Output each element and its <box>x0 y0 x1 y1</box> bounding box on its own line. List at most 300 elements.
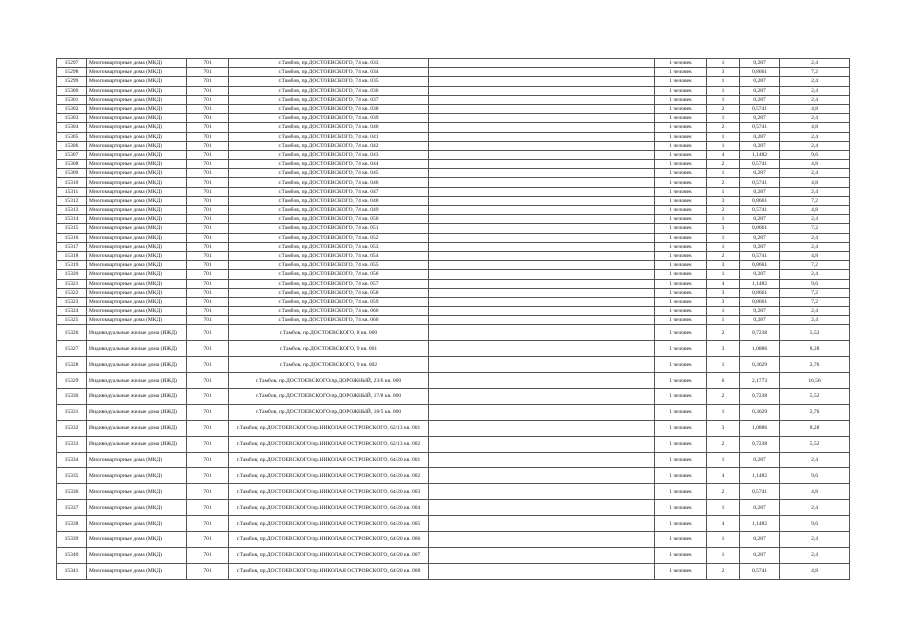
table-row <box>57 279 850 288</box>
cell-count: 3 <box>707 288 740 297</box>
cell-count: 3 <box>707 297 740 306</box>
table-row <box>57 468 850 484</box>
cell-id: 15323 <box>57 297 87 306</box>
cell-count: 6 <box>707 373 740 389</box>
cell-code: 701 <box>187 95 229 104</box>
cell-building-type: Многоквартирные дома (МКД) <box>87 242 187 251</box>
cell-unit: 1 человек <box>655 341 707 357</box>
cell-id: 15301 <box>57 95 87 104</box>
cell-total: 2,4 <box>780 141 850 150</box>
cell-total: 4,8 <box>780 206 850 215</box>
cell-building-type: Многоквартирные дома (МКД) <box>87 288 187 297</box>
cell-total: 2,76 <box>780 404 850 420</box>
cell-address: г.Тамбов, пр.ДОСТОЕВСКОГО, 74 кв. 038 <box>229 104 429 113</box>
cell-code: 701 <box>187 316 229 325</box>
cell-code: 701 <box>187 86 229 95</box>
cell-id: 15326 <box>57 325 87 341</box>
cell-unit: 1 человек <box>655 389 707 405</box>
cell-address: г.Тамбов, пр.ДОСТОЕВСКОГО/пр.ДОРОЖНЫЙ, 23/6 кв. 000 <box>229 373 429 389</box>
cell-empty <box>429 224 655 233</box>
cell-id: 15302 <box>57 104 87 113</box>
cell-id: 15339 <box>57 532 87 548</box>
cell-id: 15304 <box>57 123 87 132</box>
table-body <box>57 59 850 580</box>
cell-total: 8,28 <box>780 420 850 436</box>
cell-unit: 1 человек <box>655 297 707 306</box>
cell-volume: 0,287 <box>740 169 780 178</box>
cell-address: г.Тамбов, пр.ДОСТОЕВСКОГО, 74 кв. 056 <box>229 270 429 279</box>
cell-code: 701 <box>187 215 229 224</box>
cell-address: г.Тамбов, пр.ДОСТОЕВСКОГО, 8 кв. 000 <box>229 325 429 341</box>
cell-count: 2 <box>707 484 740 500</box>
cell-total: 2,4 <box>780 95 850 104</box>
cell-volume: 0,287 <box>740 547 780 563</box>
cell-unit: 1 человек <box>655 141 707 150</box>
table-row <box>57 288 850 297</box>
cell-count: 1 <box>707 307 740 316</box>
table-row <box>57 404 850 420</box>
cell-building-type: Многоквартирные дома (МКД) <box>87 261 187 270</box>
cell-unit: 1 человек <box>655 532 707 548</box>
cell-id: 15306 <box>57 141 87 150</box>
cell-building-type: Многоквартирные дома (МКД) <box>87 224 187 233</box>
cell-address: г.Тамбов, пр.ДОСТОЕВСКОГО/пр.НИКОЛАЯ ОСТРОВСКОГО, 62/13 кв. 001 <box>229 420 429 436</box>
cell-empty <box>429 233 655 242</box>
table-row <box>57 261 850 270</box>
cell-empty <box>429 261 655 270</box>
cell-empty <box>429 297 655 306</box>
cell-building-type: Многоквартирные дома (МКД) <box>87 187 187 196</box>
cell-volume: 0,5741 <box>740 251 780 260</box>
cell-building-type: Многоквартирные дома (МКД) <box>87 95 187 104</box>
cell-empty <box>429 206 655 215</box>
cell-empty <box>429 68 655 77</box>
cell-address: г.Тамбов, пр.ДОСТОЕВСКОГО, 74 кв. 048 <box>229 196 429 205</box>
cell-building-type: Индивидуальные жилые дома (ИЖД) <box>87 357 187 373</box>
cell-code: 701 <box>187 233 229 242</box>
cell-building-type: Многоквартирные дома (МКД) <box>87 123 187 132</box>
table-row <box>57 187 850 196</box>
cell-id: 15313 <box>57 206 87 215</box>
cell-volume: 0,287 <box>740 187 780 196</box>
cell-count: 1 <box>707 141 740 150</box>
cell-volume: 0,287 <box>740 307 780 316</box>
table-row <box>57 547 850 563</box>
cell-code: 701 <box>187 114 229 123</box>
cell-id: 15315 <box>57 224 87 233</box>
cell-id: 15299 <box>57 77 87 86</box>
cell-unit: 1 человек <box>655 279 707 288</box>
table-row <box>57 160 850 169</box>
cell-building-type: Многоквартирные дома (МКД) <box>87 59 187 68</box>
table-row <box>57 123 850 132</box>
cell-volume: 1,0886 <box>740 341 780 357</box>
cell-count: 1 <box>707 169 740 178</box>
cell-count: 2 <box>707 104 740 113</box>
cell-volume: 0,5741 <box>740 123 780 132</box>
cell-code: 701 <box>187 150 229 159</box>
cell-unit: 1 человек <box>655 215 707 224</box>
cell-id: 15318 <box>57 251 87 260</box>
cell-empty <box>429 270 655 279</box>
cell-count: 1 <box>707 86 740 95</box>
cell-empty <box>429 59 655 68</box>
cell-id: 15311 <box>57 187 87 196</box>
cell-total: 2,4 <box>780 187 850 196</box>
cell-empty <box>429 516 655 532</box>
cell-code: 701 <box>187 169 229 178</box>
cell-empty <box>429 114 655 123</box>
cell-address: г.Тамбов, пр.ДОСТОЕВСКОГО, 74 кв. 054 <box>229 251 429 260</box>
table-row <box>57 357 850 373</box>
cell-empty <box>429 169 655 178</box>
cell-code: 701 <box>187 341 229 357</box>
cell-address: г.Тамбов, пр.ДОСТОЕВСКОГО, 74 кв. 057 <box>229 279 429 288</box>
cell-unit: 1 человек <box>655 468 707 484</box>
cell-unit: 1 человек <box>655 187 707 196</box>
cell-total: 7,2 <box>780 288 850 297</box>
cell-empty <box>429 104 655 113</box>
cell-address: г.Тамбов, пр.ДОСТОЕВСКОГО, 74 кв. 033 <box>229 59 429 68</box>
cell-empty <box>429 178 655 187</box>
cell-building-type: Многоквартирные дома (МКД) <box>87 316 187 325</box>
cell-volume: 0,5741 <box>740 178 780 187</box>
cell-count: 1 <box>707 452 740 468</box>
cell-total: 5,52 <box>780 325 850 341</box>
cell-unit: 1 человек <box>655 357 707 373</box>
cell-address: г.Тамбов, пр.ДОСТОЕВСКОГО, 74 кв. 034 <box>229 68 429 77</box>
cell-total: 2,4 <box>780 233 850 242</box>
table-row <box>57 297 850 306</box>
cell-code: 701 <box>187 452 229 468</box>
cell-address: г.Тамбов, пр.ДОСТОЕВСКОГО, 74 кв. 046 <box>229 178 429 187</box>
cell-count: 1 <box>707 270 740 279</box>
cell-empty <box>429 484 655 500</box>
cell-address: г.Тамбов, пр.ДОСТОЕВСКОГО/пр.НИКОЛАЯ ОСТРОВСКОГО, 64/20 кв. 003 <box>229 484 429 500</box>
cell-building-type: Многоквартирные дома (МКД) <box>87 547 187 563</box>
cell-building-type: Многоквартирные дома (МКД) <box>87 150 187 159</box>
cell-id: 15297 <box>57 59 87 68</box>
cell-count: 1 <box>707 242 740 251</box>
cell-address: г.Тамбов, пр.ДОСТОЕВСКОГО, 74 кв. 058 <box>229 288 429 297</box>
cell-volume: 2,1773 <box>740 373 780 389</box>
cell-total: 2,4 <box>780 77 850 86</box>
cell-id: 15298 <box>57 68 87 77</box>
cell-id: 15309 <box>57 169 87 178</box>
cell-volume: 0,287 <box>740 316 780 325</box>
cell-unit: 1 человек <box>655 420 707 436</box>
cell-count: 1 <box>707 187 740 196</box>
cell-address: г.Тамбов, пр.ДОСТОЕВСКОГО/пр.НИКОЛАЯ ОСТРОВСКОГО, 64/20 кв. 004 <box>229 500 429 516</box>
cell-unit: 1 человек <box>655 452 707 468</box>
cell-unit: 1 человек <box>655 316 707 325</box>
cell-count: 1 <box>707 95 740 104</box>
cell-unit: 1 человек <box>655 373 707 389</box>
table-row <box>57 420 850 436</box>
cell-address: г.Тамбов, пр.ДОСТОЕВСКОГО/пр.НИКОЛАЯ ОСТРОВСКОГО, 64/20 кв. 006 <box>229 532 429 548</box>
cell-unit: 1 человек <box>655 325 707 341</box>
cell-building-type: Многоквартирные дома (МКД) <box>87 307 187 316</box>
cell-count: 2 <box>707 251 740 260</box>
cell-code: 701 <box>187 420 229 436</box>
cell-count: 1 <box>707 59 740 68</box>
table-row <box>57 77 850 86</box>
cell-empty <box>429 150 655 159</box>
cell-total: 16,56 <box>780 373 850 389</box>
cell-building-type: Многоквартирные дома (МКД) <box>87 86 187 95</box>
table-row <box>57 196 850 205</box>
cell-building-type: Многоквартирные дома (МКД) <box>87 279 187 288</box>
cell-volume: 1,1482 <box>740 516 780 532</box>
cell-unit: 1 человек <box>655 436 707 452</box>
cell-building-type: Многоквартирные дома (МКД) <box>87 215 187 224</box>
cell-building-type: Индивидуальные жилые дома (ИЖД) <box>87 436 187 452</box>
cell-unit: 1 человек <box>655 224 707 233</box>
cell-building-type: Многоквартирные дома (МКД) <box>87 196 187 205</box>
cell-volume: 0,7238 <box>740 436 780 452</box>
cell-code: 701 <box>187 357 229 373</box>
cell-unit: 1 человек <box>655 178 707 187</box>
cell-count: 3 <box>707 261 740 270</box>
cell-id: 15332 <box>57 420 87 436</box>
cell-total: 2,76 <box>780 357 850 373</box>
cell-building-type: Многоквартирные дома (МКД) <box>87 251 187 260</box>
cell-total: 8,28 <box>780 341 850 357</box>
cell-building-type: Многоквартирные дома (МКД) <box>87 160 187 169</box>
cell-volume: 0,287 <box>740 532 780 548</box>
cell-id: 15310 <box>57 178 87 187</box>
cell-count: 4 <box>707 516 740 532</box>
cell-count: 4 <box>707 150 740 159</box>
table-row <box>57 59 850 68</box>
cell-volume: 0,7238 <box>740 389 780 405</box>
table-row <box>57 233 850 242</box>
cell-address: г.Тамбов, пр.ДОСТОЕВСКОГО, 74 кв. 037 <box>229 95 429 104</box>
cell-id: 15338 <box>57 516 87 532</box>
cell-volume: 0,287 <box>740 59 780 68</box>
cell-id: 15335 <box>57 468 87 484</box>
cell-address: г.Тамбов, пр.ДОСТОЕВСКОГО, 74 кв. 040 <box>229 123 429 132</box>
cell-volume: 0,3629 <box>740 404 780 420</box>
cell-unit: 1 человек <box>655 169 707 178</box>
cell-unit: 1 человек <box>655 516 707 532</box>
cell-id: 15319 <box>57 261 87 270</box>
cell-building-type: Многоквартирные дома (МКД) <box>87 68 187 77</box>
cell-address: г.Тамбов, пр.ДОСТОЕВСКОГО, 74 кв. 044 <box>229 160 429 169</box>
cell-building-type: Многоквартирные дома (МКД) <box>87 270 187 279</box>
cell-empty <box>429 357 655 373</box>
cell-total: 2,4 <box>780 215 850 224</box>
cell-total: 4,8 <box>780 563 850 579</box>
cell-building-type: Многоквартирные дома (МКД) <box>87 141 187 150</box>
cell-unit: 1 человек <box>655 206 707 215</box>
cell-total: 4,8 <box>780 178 850 187</box>
cell-building-type: Индивидуальные жилые дома (ИЖД) <box>87 404 187 420</box>
cell-address: г.Тамбов, пр.ДОСТОЕВСКОГО, 74 кв. 045 <box>229 169 429 178</box>
cell-empty <box>429 95 655 104</box>
cell-total: 2,4 <box>780 452 850 468</box>
cell-id: 15316 <box>57 233 87 242</box>
cell-code: 701 <box>187 104 229 113</box>
cell-building-type: Многоквартирные дома (МКД) <box>87 233 187 242</box>
cell-count: 2 <box>707 563 740 579</box>
cell-code: 701 <box>187 516 229 532</box>
table-row <box>57 452 850 468</box>
cell-unit: 1 человек <box>655 500 707 516</box>
cell-volume: 0,3629 <box>740 357 780 373</box>
cell-total: 5,52 <box>780 389 850 405</box>
table-row <box>57 563 850 579</box>
table-row <box>57 242 850 251</box>
cell-id: 15329 <box>57 373 87 389</box>
table-row <box>57 104 850 113</box>
cell-unit: 1 человек <box>655 132 707 141</box>
cell-unit: 1 человек <box>655 270 707 279</box>
cell-address: г.Тамбов, пр.ДОСТОЕВСКОГО, 74 кв. 059 <box>229 297 429 306</box>
cell-code: 701 <box>187 404 229 420</box>
cell-count: 3 <box>707 224 740 233</box>
cell-empty <box>429 307 655 316</box>
cell-volume: 1,0886 <box>740 420 780 436</box>
cell-empty <box>429 196 655 205</box>
cell-empty <box>429 452 655 468</box>
cell-unit: 1 человек <box>655 77 707 86</box>
cell-address: г.Тамбов, пр.ДОСТОЕВСКОГО, 74 кв. 043 <box>229 150 429 159</box>
cell-id: 15307 <box>57 150 87 159</box>
cell-code: 701 <box>187 206 229 215</box>
cell-volume: 0,8661 <box>740 261 780 270</box>
cell-count: 1 <box>707 357 740 373</box>
cell-empty <box>429 141 655 150</box>
cell-unit: 1 человек <box>655 104 707 113</box>
cell-unit: 1 человек <box>655 59 707 68</box>
cell-code: 701 <box>187 279 229 288</box>
cell-id: 15327 <box>57 341 87 357</box>
cell-unit: 1 человек <box>655 563 707 579</box>
cell-volume: 0,5741 <box>740 563 780 579</box>
cell-id: 15320 <box>57 270 87 279</box>
cell-address: г.Тамбов, пр.ДОСТОЕВСКОГО/пр.ДОРОЖНЫЙ, 18/5 кв. 000 <box>229 404 429 420</box>
cell-count: 1 <box>707 404 740 420</box>
cell-empty <box>429 547 655 563</box>
cell-total: 7,2 <box>780 297 850 306</box>
cell-address: г.Тамбов, пр.ДОСТОЕВСКОГО, 74 кв. 042 <box>229 141 429 150</box>
cell-building-type: Многоквартирные дома (МКД) <box>87 77 187 86</box>
cell-code: 701 <box>187 297 229 306</box>
cell-id: 15317 <box>57 242 87 251</box>
cell-empty <box>429 500 655 516</box>
cell-code: 701 <box>187 288 229 297</box>
cell-volume: 0,5741 <box>740 206 780 215</box>
cell-total: 2,4 <box>780 242 850 251</box>
cell-building-type: Многоквартирные дома (МКД) <box>87 452 187 468</box>
cell-volume: 1,1482 <box>740 279 780 288</box>
cell-volume: 0,8661 <box>740 196 780 205</box>
cell-id: 15341 <box>57 563 87 579</box>
table-row <box>57 516 850 532</box>
cell-total: 2,4 <box>780 270 850 279</box>
cell-count: 3 <box>707 341 740 357</box>
cell-empty <box>429 187 655 196</box>
cell-code: 701 <box>187 484 229 500</box>
cell-count: 4 <box>707 468 740 484</box>
table-row <box>57 307 850 316</box>
cell-code: 701 <box>187 261 229 270</box>
cell-building-type: Многоквартирные дома (МКД) <box>87 468 187 484</box>
cell-empty <box>429 420 655 436</box>
cell-total: 2,4 <box>780 114 850 123</box>
cell-code: 701 <box>187 500 229 516</box>
cell-unit: 1 человек <box>655 196 707 205</box>
cell-total: 4,8 <box>780 251 850 260</box>
cell-count: 2 <box>707 123 740 132</box>
cell-volume: 0,287 <box>740 215 780 224</box>
table-row <box>57 270 850 279</box>
cell-code: 701 <box>187 373 229 389</box>
cell-code: 701 <box>187 436 229 452</box>
cell-address: г.Тамбов, пр.ДОСТОЕВСКОГО/пр.НИКОЛАЯ ОСТРОВСКОГО, 64/20 кв. 008 <box>229 563 429 579</box>
cell-volume: 0,287 <box>740 141 780 150</box>
cell-total: 2,4 <box>780 316 850 325</box>
cell-count: 1 <box>707 114 740 123</box>
cell-building-type: Многоквартирные дома (МКД) <box>87 297 187 306</box>
cell-code: 701 <box>187 68 229 77</box>
table-row <box>57 251 850 260</box>
table-row <box>57 141 850 150</box>
cell-code: 701 <box>187 270 229 279</box>
cell-address: г.Тамбов, пр.ДОСТОЕВСКОГО/пр.ДОРОЖНЫЙ, 17/8 кв. 000 <box>229 389 429 405</box>
table-row <box>57 316 850 325</box>
table-row <box>57 215 850 224</box>
cell-total: 5,52 <box>780 436 850 452</box>
cell-id: 15305 <box>57 132 87 141</box>
cell-address: г.Тамбов, пр.ДОСТОЕВСКОГО, 74 кв. 060 <box>229 316 429 325</box>
cell-code: 701 <box>187 132 229 141</box>
cell-code: 701 <box>187 59 229 68</box>
cell-count: 3 <box>707 68 740 77</box>
cell-count: 1 <box>707 547 740 563</box>
cell-unit: 1 человек <box>655 233 707 242</box>
cell-id: 15330 <box>57 389 87 405</box>
cell-volume: 0,8661 <box>740 224 780 233</box>
cell-total: 4,8 <box>780 123 850 132</box>
table-row <box>57 224 850 233</box>
cell-empty <box>429 341 655 357</box>
cell-volume: 0,8661 <box>740 288 780 297</box>
cell-empty <box>429 279 655 288</box>
cell-code: 701 <box>187 187 229 196</box>
cell-address: г.Тамбов, пр.ДОСТОЕВСКОГО, 9 кв. 001 <box>229 341 429 357</box>
cell-id: 15337 <box>57 500 87 516</box>
cell-empty <box>429 373 655 389</box>
cell-address: г.Тамбов, пр.ДОСТОЕВСКОГО/пр.НИКОЛАЯ ОСТРОВСКОГО, 64/20 кв. 007 <box>229 547 429 563</box>
table-row <box>57 114 850 123</box>
cell-total: 2,4 <box>780 132 850 141</box>
cell-address: г.Тамбов, пр.ДОСТОЕВСКОГО/пр.НИКОЛАЯ ОСТРОВСКОГО, 62/13 кв. 002 <box>229 436 429 452</box>
cell-count: 2 <box>707 389 740 405</box>
cell-empty <box>429 160 655 169</box>
cell-unit: 1 человек <box>655 123 707 132</box>
cell-id: 15314 <box>57 215 87 224</box>
cell-empty <box>429 436 655 452</box>
cell-count: 1 <box>707 77 740 86</box>
cell-building-type: Индивидуальные жилые дома (ИЖД) <box>87 325 187 341</box>
cell-total: 4,8 <box>780 484 850 500</box>
table-row <box>57 169 850 178</box>
cell-address: г.Тамбов, пр.ДОСТОЕВСКОГО, 74 кв. 051 <box>229 224 429 233</box>
table-row <box>57 206 850 215</box>
cell-id: 15308 <box>57 160 87 169</box>
